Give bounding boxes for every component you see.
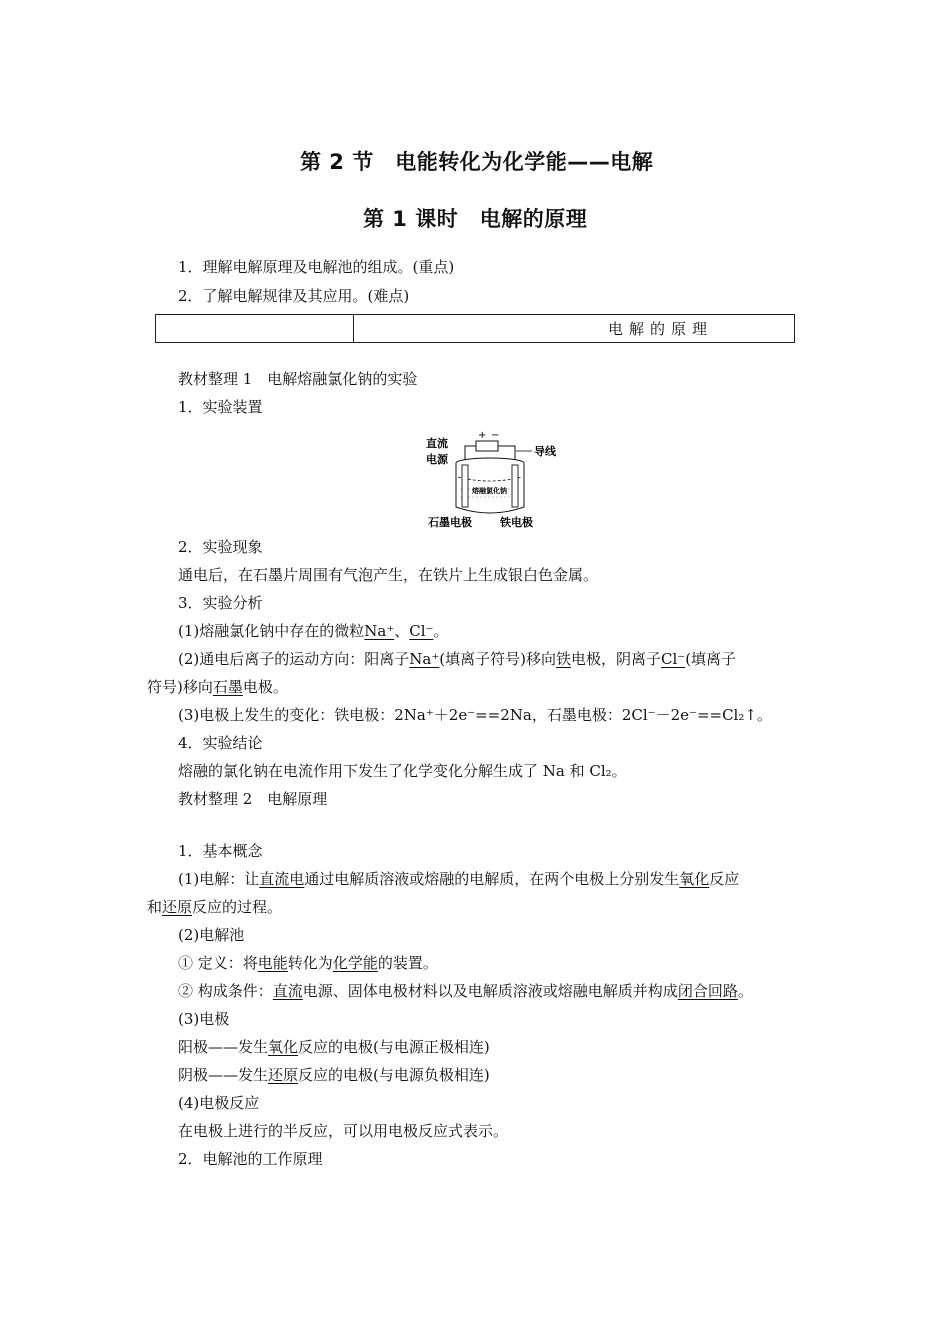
- text: 。: [433, 622, 449, 640]
- subheading-working-principle: 2．电解池的工作原理: [178, 1150, 323, 1168]
- text: 电源、固体电极材料以及电解质溶液或熔融电解质并构成: [302, 982, 678, 1000]
- anode-definition: [178, 1037, 490, 1057]
- text: 。: [737, 982, 753, 1000]
- subheading-cell: (2)电解池: [178, 926, 245, 944]
- answer-anion: Cl⁻: [661, 650, 686, 668]
- graphite-electrode-label: 石墨电极: [428, 516, 472, 529]
- wire-label: 导线: [534, 445, 556, 458]
- analysis-3: (3)电极上发生的变化：铁电极：2Na⁺＋2e⁻==2Na，石墨电极：2Cl⁻－2e⁻==Cl₂↑。: [178, 706, 772, 724]
- answer-oxidation: 氧化: [679, 870, 710, 888]
- table-divider: [353, 315, 354, 342]
- text: 反应的过程。: [192, 898, 283, 916]
- subheading-electrode-reaction: (4)电极反应: [178, 1094, 260, 1112]
- answer-reduction: 还原: [162, 898, 193, 916]
- battery-icon: [476, 441, 498, 451]
- answer-iron: 铁: [555, 650, 571, 668]
- minus-sign: −: [491, 430, 500, 441]
- text: 反应: [709, 870, 740, 888]
- subheading-apparatus: 1．实验装置: [178, 398, 263, 416]
- objective-1: 1．理解电解原理及电解池的组成。(重点): [178, 258, 455, 276]
- power-label-2: 电源: [426, 453, 448, 466]
- subheading-phenomenon: 2．实验现象: [178, 538, 263, 556]
- answer-direct-current: 直流: [272, 982, 303, 1000]
- iron-electrode: [512, 465, 518, 507]
- text: 的装置。: [377, 954, 438, 972]
- subheading-analysis: 3．实验分析: [178, 594, 263, 612]
- section1-heading: 教材整理 1 电解熔融氯化钠的实验: [178, 370, 418, 388]
- analysis-1: [178, 621, 448, 641]
- table-cell-topic: 电解的原理: [608, 320, 714, 338]
- graphite-electrode: [462, 465, 468, 507]
- answer-dc: 直流电: [259, 870, 305, 888]
- chapter-title: 第 2 节 电能转化为化学能——电解: [300, 150, 654, 174]
- text: ② 构成条件：: [178, 982, 273, 1000]
- text: 反应的电极(与电源正极相连): [298, 1038, 490, 1056]
- answer-cation: Na⁺: [409, 650, 440, 668]
- text: 、: [394, 622, 410, 640]
- analysis-2-line-1: [178, 649, 736, 669]
- text: 符号)移向: [147, 678, 213, 696]
- answer-electric-energy: 电能: [257, 954, 288, 972]
- concept-electrolysis-line-2: [147, 897, 282, 917]
- answer-graphite: 石墨: [212, 678, 243, 696]
- liquid-label: 熔融氯化钠: [472, 487, 507, 495]
- concept-electrolysis-line-1: [178, 869, 739, 889]
- subheading-conclusion: 4．实验结论: [178, 734, 263, 752]
- text: 电极，阴离子: [570, 650, 661, 668]
- analysis-2-line-2: [147, 677, 288, 697]
- answer-cl-ion: Cl⁻: [409, 622, 434, 640]
- header-table: [155, 314, 795, 343]
- subheading-electrodes: (3)电极: [178, 1010, 230, 1028]
- text: 电极。: [242, 678, 288, 696]
- cell-definition: [178, 953, 438, 973]
- objective-2: 2．了解电解规律及其应用。(难点): [178, 287, 410, 305]
- text: 阴极——发生: [178, 1066, 269, 1084]
- phenomenon-text: 通电后，在石墨片周围有气泡产生，在铁片上生成银白色金属。: [178, 566, 599, 584]
- text: 通过电解质溶液或熔融的电解质，在两个电极上分别发生: [304, 870, 680, 888]
- text: 反应的电极(与电源负极相连): [298, 1066, 490, 1084]
- answer-closed-circuit: 闭合回路: [677, 982, 738, 1000]
- cell-conditions: [178, 981, 753, 1001]
- conclusion-text: 熔融的氯化钠在电流作用下发生了化学变化分解生成了 Na 和 Cl₂。: [178, 762, 627, 780]
- power-label-1: 直流: [426, 437, 448, 450]
- plus-sign: +: [478, 430, 487, 441]
- electrolysis-apparatus-figure: [420, 427, 570, 531]
- text: (1)熔融氯化钠中存在的微粒: [178, 622, 365, 640]
- subheading-concepts: 1．基本概念: [178, 842, 263, 860]
- answer-cathode-reduction: 还原: [268, 1066, 299, 1084]
- cathode-definition: [178, 1065, 490, 1085]
- answer-na-ion: Na⁺: [364, 622, 395, 640]
- iron-electrode-label: 铁电极: [500, 516, 533, 529]
- text: 阳极——发生: [178, 1038, 269, 1056]
- text: (2)通电后离子的运动方向：阳离子: [178, 650, 410, 668]
- answer-anode-oxidation: 氧化: [268, 1038, 299, 1056]
- text: (填离子: [685, 650, 737, 668]
- lesson-title: 第 1 课时 电解的原理: [363, 207, 588, 231]
- electrode-reaction-text: 在电极上进行的半反应，可以用电极反应式表示。: [178, 1122, 509, 1140]
- text: (填离子符号)移向: [439, 650, 556, 668]
- text: 和: [147, 898, 163, 916]
- section2-heading: 教材整理 2 电解原理: [178, 790, 328, 808]
- text: ① 定义：将: [178, 954, 258, 972]
- text: 转化为: [287, 954, 333, 972]
- text: (1)电解：让: [178, 870, 260, 888]
- answer-chemical-energy: 化学能: [332, 954, 378, 972]
